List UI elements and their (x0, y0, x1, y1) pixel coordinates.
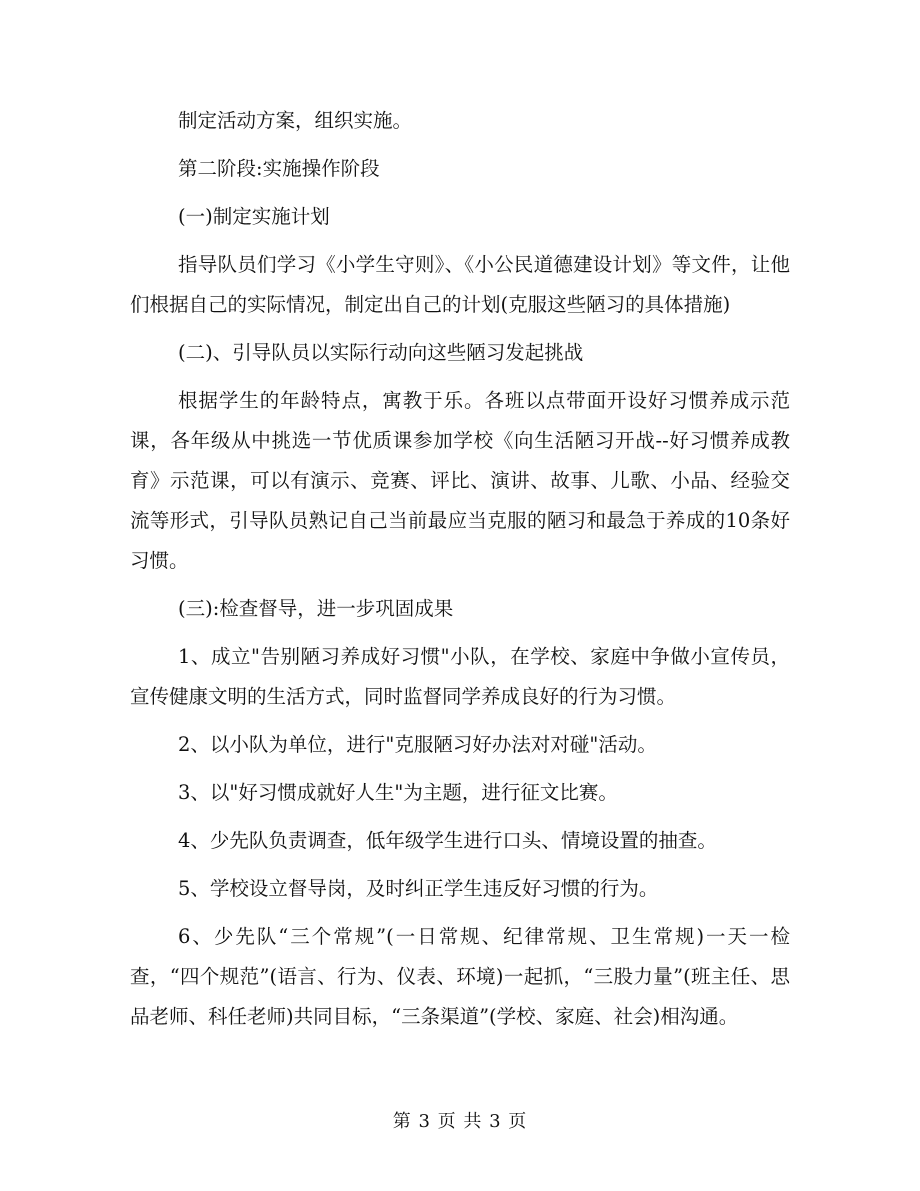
paragraph: 指导队员们学习《小学生守则》、《小公民道德建设计划》等文件，让他们根据自己的实际情况，制定出自己的计划(克服这些陋习的具体措施) (130, 253, 790, 316)
subsection-heading: (二)、引导队员以实际行动向这些陋习发起挑战 (178, 341, 584, 364)
list-item: 6、少先队“三个常规”(一日常规、纪律常规、卫生常规)一天一检查，“四个规范”(语言、行为、仪表、环境)一起抓，“三股力量”(班主任、思品老师、科任老师)共同目标，“三条渠道”(学校、家庭、社会)相沟通。 (130, 925, 790, 1028)
list-item: 2、以小队为单位，进行"克服陋习好办法对对碰"活动。 (178, 733, 657, 756)
list-item: 5、学校设立督导岗，及时纠正学生违反好习惯的行为。 (178, 877, 659, 900)
subsection-heading: (三):检查督导，进一步巩固成果 (178, 597, 454, 620)
list-item: 3、以"好习惯成就好人生"为主题，进行征文比赛。 (178, 781, 618, 804)
list-item: 4、少先队负责调查，低年级学生进行口头、情境设置的抽查。 (178, 829, 717, 852)
paragraph: 制定活动方案，组织实施。 (178, 109, 413, 132)
page-footer: 第 3 页 共 3 页 (392, 1111, 528, 1132)
document-body (130, 101, 790, 1045)
subsection-heading: (一)制定实施计划 (178, 205, 330, 228)
section-heading: 第二阶段:实施操作阶段 (178, 157, 380, 180)
list-item: 1、成立"告别陋习养成好习惯"小队，在学校、家庭中争做小宣传员，宣传健康文明的生活方式，同时监督同学养成良好的行为习惯。 (130, 645, 790, 708)
paragraph: 根据学生的年龄特点，寓教于乐。各班以点带面开设好习惯养成示范课，各年级从中挑选一节优质课参加学校《向生活陋习开战--好习惯养成教育》示范课，可以有演示、竞赛、评比、演讲、故事、儿歌、小品、经验交流等形式，引导队员熟记自己当前最应当克服的陋习和最急于养成的10条好习惯。 (130, 389, 790, 572)
